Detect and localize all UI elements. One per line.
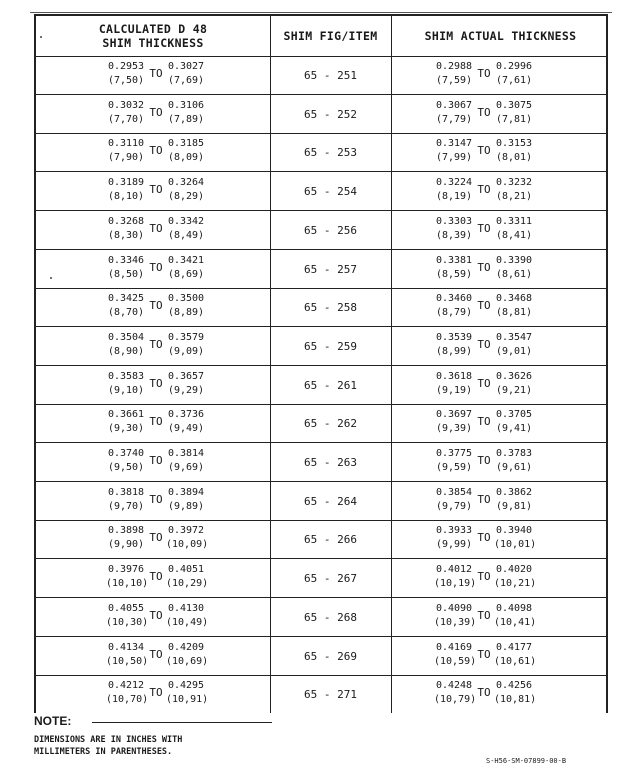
to-label: TO: [149, 337, 163, 351]
calc-to-inches: 0.3106: [167, 99, 205, 111]
calc-from-inches: 0.3268: [107, 215, 145, 227]
shim-table: [34, 14, 608, 713]
calc-from-inches: 0.3110: [107, 138, 145, 150]
calc-from-mm: (9,50): [107, 462, 145, 473]
to-label: TO: [149, 531, 163, 545]
calc-from-mm: (10,70): [106, 694, 149, 706]
calc-from-inches: 0.2953: [107, 61, 145, 72]
table-row: [36, 211, 606, 250]
calc-from-inches: 0.3032: [107, 99, 145, 111]
act-to-mm: (9,41): [495, 423, 533, 435]
calc-range: [106, 675, 236, 714]
calc-to-inches: 0.3342: [167, 215, 205, 227]
calc-to-inches: 0.4051: [167, 564, 205, 576]
document-reference: S-H56-SM-07899-00-B: [486, 757, 567, 765]
to-label: TO: [149, 260, 163, 274]
calc-to-mm: (7,89): [167, 113, 205, 125]
table-row: [36, 637, 606, 676]
calc-from-mm: (8,50): [107, 268, 145, 280]
to-label: TO: [149, 221, 163, 235]
to-label: TO: [477, 376, 491, 390]
act-from-inches: 0.3381: [435, 254, 473, 266]
to-label: TO: [149, 105, 163, 119]
act-range: [434, 443, 564, 482]
act-from-mm: (8,59): [435, 268, 473, 280]
to-label: TO: [477, 608, 491, 622]
top-rule: [30, 12, 612, 13]
act-to-inches: 0.4256: [495, 680, 533, 692]
calc-to-mm: (8,69): [167, 268, 205, 280]
act-range: [434, 288, 564, 327]
calc-range: [106, 520, 236, 559]
act-to-mm: (9,21): [495, 384, 533, 396]
shim-fig-item: 65 - 254: [304, 185, 357, 199]
table-row: [36, 327, 606, 366]
calc-to-mm: (9,29): [167, 384, 205, 396]
act-to-mm: (9,81): [495, 500, 533, 512]
scan-speck: [50, 277, 52, 279]
to-label: TO: [149, 67, 163, 80]
to-label: TO: [477, 454, 491, 467]
act-to-mm: (9,01): [495, 345, 533, 357]
to-label: TO: [477, 67, 491, 80]
calc-to-inches: 0.4295: [167, 680, 205, 692]
act-from-mm: (7,59): [435, 75, 473, 86]
shim-fig-item: 65 - 263: [304, 456, 357, 469]
act-to-inches: 0.3075: [495, 99, 533, 111]
act-to-mm: (10,01): [494, 539, 537, 551]
table-row: [36, 559, 606, 598]
calc-range: [106, 559, 236, 598]
calc-range: [106, 211, 236, 250]
act-to-mm: (7,81): [495, 113, 533, 125]
act-range: [434, 327, 564, 366]
act-from-inches: 0.4090: [435, 602, 473, 614]
act-range: [434, 366, 564, 405]
act-to-inches: 0.3862: [495, 486, 533, 498]
calc-from-inches: 0.3740: [107, 448, 145, 459]
act-to-inches: 0.3311: [495, 215, 533, 227]
calc-to-inches: 0.4209: [167, 641, 205, 653]
calc-from-inches: 0.3583: [107, 370, 145, 382]
note-line: MILLIMETERS IN PARENTHESES.: [34, 747, 173, 757]
shim-fig-item: 65 - 257: [304, 262, 357, 276]
shim-fig-item: 65 - 252: [304, 107, 357, 121]
calc-range: [106, 95, 236, 134]
to-label: TO: [477, 531, 491, 545]
act-from-mm: (9,99): [435, 539, 473, 551]
calc-range: [106, 250, 236, 289]
calc-from-inches: 0.3661: [107, 409, 145, 421]
calc-from-mm: (8,30): [107, 229, 145, 241]
act-from-inches: 0.4169: [435, 641, 473, 653]
to-label: TO: [477, 260, 491, 274]
table-row: [36, 598, 606, 637]
calc-to-mm: (10,09): [166, 539, 209, 551]
shim-fig-item: 65 - 269: [304, 649, 357, 663]
act-from-mm: (10,59): [434, 655, 477, 667]
calc-from-inches: 0.3189: [107, 177, 145, 189]
table-row: [36, 250, 606, 289]
act-from-inches: 0.3460: [435, 293, 473, 305]
act-range: [434, 133, 564, 172]
act-from-inches: 0.3224: [435, 177, 473, 189]
table-row: [36, 520, 606, 559]
act-to-inches: 0.3232: [495, 177, 533, 189]
act-to-mm: (8,61): [495, 268, 533, 280]
calc-range: [106, 56, 236, 95]
act-from-mm: (8,99): [435, 345, 473, 357]
shim-fig-item: 65 - 258: [304, 301, 357, 315]
act-to-inches: 0.3547: [495, 331, 533, 343]
act-from-inches: 0.2988: [435, 61, 473, 72]
note-line: DIMENSIONS ARE IN INCHES WITH: [34, 735, 183, 745]
calc-range: [106, 482, 236, 521]
calc-to-mm: (10,69): [166, 655, 209, 667]
act-range: [434, 675, 564, 714]
act-from-inches: 0.3147: [435, 138, 473, 150]
calc-range: [106, 172, 236, 211]
to-label: TO: [149, 570, 163, 584]
act-to-inches: 0.3626: [495, 370, 533, 382]
act-range: [434, 95, 564, 134]
calc-to-mm: (8,49): [167, 229, 205, 241]
act-to-inches: 0.3468: [495, 293, 533, 305]
calc-from-mm: (9,30): [107, 423, 145, 435]
to-label: TO: [149, 183, 163, 197]
calc-range: [106, 366, 236, 405]
calc-from-inches: 0.4134: [107, 641, 145, 653]
act-from-mm: (8,39): [435, 229, 473, 241]
act-range: [434, 520, 564, 559]
calc-to-mm: (10,29): [166, 578, 209, 590]
act-to-mm: (8,01): [495, 152, 533, 164]
act-to-inches: 0.4020: [495, 564, 533, 576]
calc-from-inches: 0.4212: [107, 680, 145, 692]
calc-from-mm: (8,70): [107, 307, 145, 319]
to-label: TO: [149, 415, 163, 429]
act-range: [434, 598, 564, 637]
calc-to-mm: (10,91): [166, 694, 209, 706]
calc-from-mm: (7,50): [107, 75, 145, 86]
act-from-mm: (10,39): [434, 616, 477, 628]
table-row: [36, 366, 606, 405]
act-from-mm: (9,59): [435, 462, 473, 473]
calc-to-mm: (8,29): [167, 191, 205, 203]
calc-range: [106, 288, 236, 327]
header-calculated-thickness: CALCULATED D 48 SHIM THICKNESS: [98, 22, 208, 50]
table-row: [36, 56, 606, 95]
act-range: [434, 482, 564, 521]
act-range: [434, 172, 564, 211]
calc-range: [106, 404, 236, 443]
act-range: [434, 56, 564, 95]
act-from-inches: 0.3854: [435, 486, 473, 498]
act-range: [434, 637, 564, 676]
act-from-inches: 0.3697: [435, 409, 473, 421]
calc-to-inches: 0.3736: [167, 409, 205, 421]
act-to-mm: (10,61): [494, 655, 537, 667]
act-to-mm: (10,81): [494, 694, 537, 706]
act-from-mm: (10,79): [434, 694, 477, 706]
calc-from-inches: 0.3898: [107, 525, 145, 537]
note-rule: [92, 722, 272, 723]
act-from-inches: 0.3303: [435, 215, 473, 227]
act-to-inches: 0.4098: [495, 602, 533, 614]
column-divider: [391, 16, 392, 713]
to-label: TO: [477, 144, 491, 158]
shim-fig-item: 65 - 266: [304, 533, 357, 547]
act-to-inches: 0.2996: [495, 61, 533, 72]
act-from-mm: (8,79): [435, 307, 473, 319]
table-row: [36, 443, 606, 482]
calc-to-inches: 0.3894: [167, 486, 205, 498]
act-from-inches: 0.4248: [435, 680, 473, 692]
shim-fig-item: 65 - 259: [304, 339, 357, 353]
table-row: [36, 288, 606, 327]
calc-range: [106, 133, 236, 172]
calc-from-mm: (7,70): [107, 113, 145, 125]
act-from-inches: 0.3539: [435, 331, 473, 343]
to-label: TO: [477, 299, 491, 313]
calc-from-inches: 0.3346: [107, 254, 145, 266]
to-label: TO: [477, 221, 491, 235]
to-label: TO: [477, 492, 491, 506]
to-label: TO: [149, 299, 163, 313]
table-row: [36, 404, 606, 443]
act-to-mm: (9,61): [495, 462, 533, 473]
act-from-inches: 0.3775: [435, 448, 473, 459]
calc-to-inches: 0.3814: [167, 448, 205, 459]
shim-fig-item: 65 - 267: [304, 572, 357, 586]
act-to-inches: 0.3390: [495, 254, 533, 266]
act-from-inches: 0.3618: [435, 370, 473, 382]
act-from-mm: (9,39): [435, 423, 473, 435]
to-label: TO: [149, 647, 163, 661]
calc-from-mm: (9,70): [107, 500, 145, 512]
act-range: [434, 559, 564, 598]
note-text: [34, 734, 182, 758]
table-row: [36, 95, 606, 134]
act-to-mm: (8,81): [495, 307, 533, 319]
calc-from-mm: (9,10): [107, 384, 145, 396]
shim-fig-item: 65 - 264: [304, 494, 357, 508]
calc-to-mm: (10,49): [166, 616, 209, 628]
column-divider: [270, 16, 271, 713]
calc-range: [106, 637, 236, 676]
to-label: TO: [477, 105, 491, 119]
calc-range: [106, 327, 236, 366]
calc-to-mm: (9,49): [167, 423, 205, 435]
act-to-mm: (8,41): [495, 229, 533, 241]
calc-range: [106, 443, 236, 482]
calc-from-mm: (8,10): [107, 191, 145, 203]
table-row: [36, 482, 606, 521]
act-from-mm: (10,19): [434, 578, 477, 590]
calc-from-mm: (10,10): [106, 578, 149, 590]
act-to-inches: 0.3705: [495, 409, 533, 421]
shim-fig-item: 65 - 256: [304, 223, 357, 237]
calc-to-mm: (7,69): [167, 75, 205, 86]
act-from-mm: (7,79): [435, 113, 473, 125]
header-actual-thickness: SHIM ACTUAL THICKNESS: [424, 29, 577, 43]
to-label: TO: [149, 686, 163, 700]
calc-from-inches: 0.4055: [107, 602, 145, 614]
act-from-inches: 0.4012: [435, 564, 473, 576]
calc-to-inches: 0.3264: [167, 177, 205, 189]
calc-to-mm: (8,09): [167, 152, 205, 164]
calc-from-inches: 0.3818: [107, 486, 145, 498]
table-row: [36, 675, 606, 714]
shim-fig-item: 65 - 251: [304, 69, 357, 82]
table-row: [36, 172, 606, 211]
act-range: [434, 404, 564, 443]
calc-from-mm: (10,50): [106, 655, 149, 667]
table-row: [36, 133, 606, 172]
to-label: TO: [149, 608, 163, 622]
calc-to-mm: (9,09): [167, 345, 205, 357]
to-label: TO: [477, 415, 491, 429]
to-label: TO: [149, 454, 163, 467]
calc-from-inches: 0.3504: [107, 331, 145, 343]
to-label: TO: [149, 144, 163, 158]
calc-to-mm: (9,89): [167, 500, 205, 512]
calc-to-inches: 0.3421: [167, 254, 205, 266]
scan-speck: [40, 36, 42, 38]
calc-from-mm: (8,90): [107, 345, 145, 357]
calc-from-inches: 0.3976: [107, 564, 145, 576]
to-label: TO: [149, 492, 163, 506]
to-label: TO: [477, 686, 491, 700]
header-shim-fig-item: SHIM FIG/ITEM: [283, 29, 378, 43]
shim-fig-item: 65 - 268: [304, 610, 357, 624]
act-to-mm: (8,21): [495, 191, 533, 203]
act-from-inches: 0.3933: [435, 525, 473, 537]
shim-fig-item: 65 - 271: [304, 688, 357, 702]
shim-fig-item: 65 - 253: [304, 146, 357, 160]
act-to-inches: 0.4177: [495, 641, 533, 653]
to-label: TO: [149, 376, 163, 390]
calc-to-inches: 0.3579: [167, 331, 205, 343]
act-range: [434, 250, 564, 289]
calc-to-inches: 0.3657: [167, 370, 205, 382]
calc-from-mm: (9,90): [107, 539, 145, 551]
to-label: TO: [477, 183, 491, 197]
calc-to-inches: 0.3500: [167, 293, 205, 305]
act-to-inches: 0.3940: [495, 525, 533, 537]
calc-to-mm: (8,89): [167, 307, 205, 319]
calc-to-inches: 0.3972: [167, 525, 205, 537]
act-range: [434, 211, 564, 250]
table-header: [36, 16, 606, 57]
act-to-inches: 0.3153: [495, 138, 533, 150]
calc-from-mm: (10,30): [106, 616, 149, 628]
note-label: NOTE:: [34, 714, 72, 728]
calc-to-inches: 0.3027: [167, 61, 205, 72]
act-from-mm: (9,79): [435, 500, 473, 512]
act-from-mm: (7,99): [435, 152, 473, 164]
act-to-inches: 0.3783: [495, 448, 533, 459]
calc-range: [106, 598, 236, 637]
calc-from-inches: 0.3425: [107, 293, 145, 305]
act-to-mm: (10,41): [494, 616, 537, 628]
calc-to-inches: 0.3185: [167, 138, 205, 150]
act-to-mm: (10,21): [494, 578, 537, 590]
act-from-mm: (9,19): [435, 384, 473, 396]
act-from-inches: 0.3067: [435, 99, 473, 111]
calc-to-mm: (9,69): [167, 462, 205, 473]
act-to-mm: (7,61): [495, 75, 533, 86]
calc-from-mm: (7,90): [107, 152, 145, 164]
to-label: TO: [477, 647, 491, 661]
calc-to-inches: 0.4130: [167, 602, 205, 614]
shim-fig-item: 65 - 262: [304, 417, 357, 431]
to-label: TO: [477, 337, 491, 351]
act-from-mm: (8,19): [435, 191, 473, 203]
shim-fig-item: 65 - 261: [304, 378, 357, 392]
to-label: TO: [477, 570, 491, 584]
